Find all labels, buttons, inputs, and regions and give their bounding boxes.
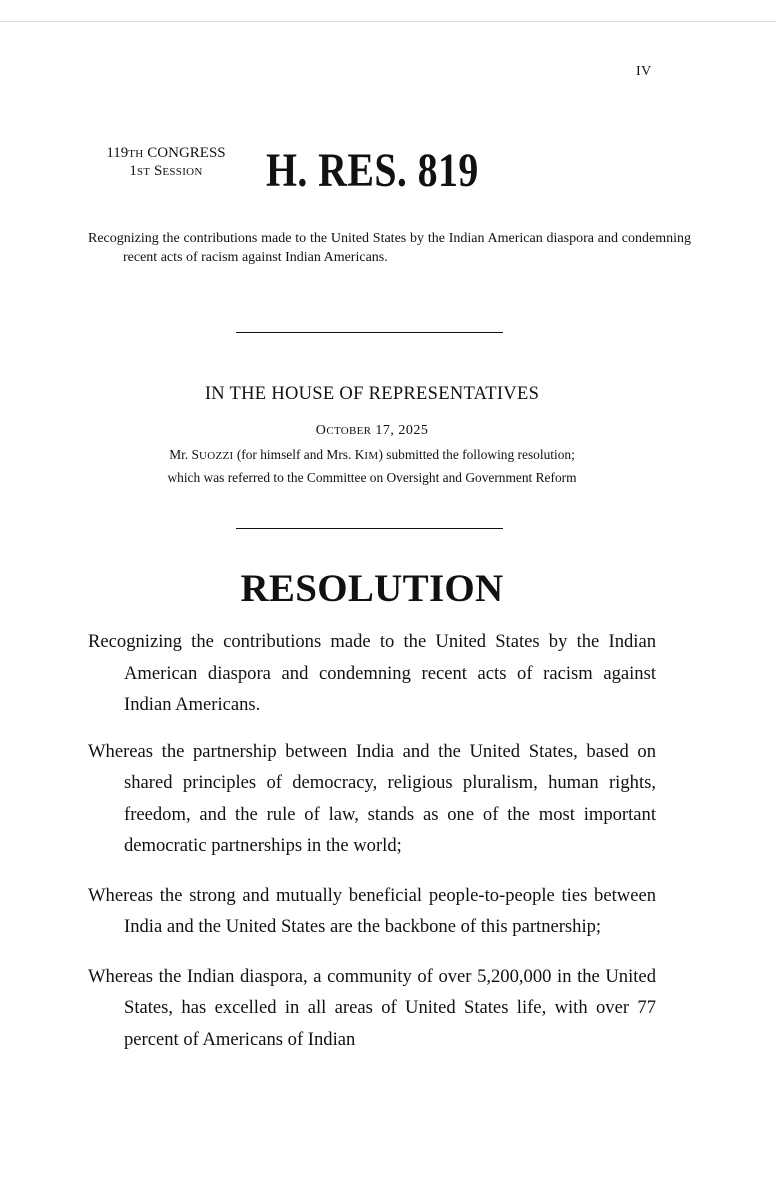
introduction-line-1 [88,444,656,467]
bill-caption: Recognizing the contributions made to the United States by the Indian American diaspora and condemning recent acts of racism against Indian Americans. [88,231,691,265]
congress-line [87,145,245,163]
congress-number-suffix: TH [128,148,144,160]
page-mark: IV [636,64,652,79]
session-line [87,163,245,181]
congress-number: 119 [106,145,129,161]
session-number-suffix: ST [136,166,151,178]
house-heading: IN THE HOUSE OF REPRESENTATIVES [204,384,540,404]
sponsor-name-rest: UOZZI [198,450,234,462]
introduction-line-2: which was referred to the Committee on Oversight and Government Reform [167,470,577,485]
congress-word: CONGRESS [147,145,226,161]
whereas-clause: Whereas the strong and mutually beneficial people-to-people ties between India and the United States are the backbone of this partnership; [88,884,656,937]
resolution-body [88,626,656,1073]
session-number: 1 [129,163,137,179]
divider-rule-1 [236,332,503,333]
congress-session-block [87,145,245,181]
sponsor-initial: S [191,447,199,462]
introduction-statement [88,444,656,488]
whereas-clause: Whereas the partnership between India and the United States, based on shared principles of democracy, religious pluralism, human rights, freedom, and the rule of law, stands as one of the most important democratic partnerships in the world; [88,740,656,856]
intro-middle: (for himself and Mrs. [233,447,355,462]
date-day-year: 17, 2025 [371,423,429,438]
whereas-clause: Whereas the Indian diaspora, a community of over 5,200,000 in the United States, has excelled in all areas of United States life, with over 77 percent of Americans of Indian [88,965,656,1050]
resolution-title-paragraph: Recognizing the contributions made to the United States by the Indian American diaspora and condemning recent acts of racism against Indian Americans. [88,631,656,715]
date-month-rest: CTOBER [326,425,372,437]
date-month-initial: O [315,423,327,438]
resolution-heading: RESOLUTION [240,567,504,610]
session-initial: S [154,163,163,179]
cosponsor-initial: K [354,447,365,462]
intro-mr: Mr. [169,447,192,462]
introduction-date [88,423,656,439]
intro-line1-end: ) submitted the following resolution; [378,447,575,462]
session-word: ESSION [162,166,203,178]
top-divider [0,21,776,22]
divider-rule-2 [236,528,503,529]
cosponsor-name-rest: IM [364,450,379,462]
bill-number: H. RES. 819 [266,144,479,197]
